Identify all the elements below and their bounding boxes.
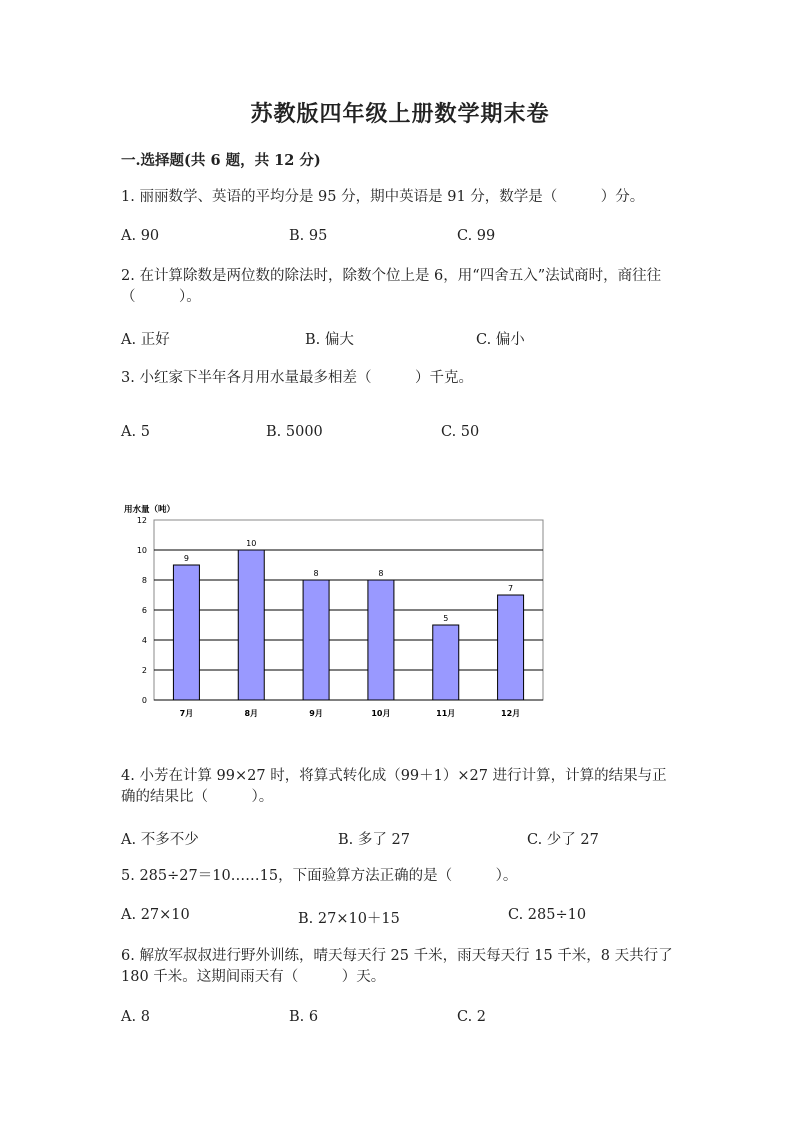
x-tick-label: 12月 [501, 709, 521, 718]
section-heading: 一.选择题(共 6 题，共 12 分) [121, 152, 321, 169]
x-tick-label: 8月 [244, 709, 259, 718]
y-tick-label: 2 [141, 666, 147, 675]
question-2-option-a[interactable]: A. 正好 [121, 332, 170, 348]
question-1-option-a[interactable]: A. 90 [121, 228, 160, 244]
question-3-option-b[interactable]: B. 5000 [266, 424, 323, 440]
data-label: 7 [508, 584, 514, 593]
question-3-stem: 3. 小红家下半年各月用水量最多相差（ ）千克。 [121, 370, 473, 386]
x-tick-label: 9月 [309, 709, 323, 718]
y-tick-label: 0 [141, 696, 147, 705]
page-title: 苏教版四年级上册数学期末卷 [250, 101, 550, 127]
y-tick-label: 8 [141, 576, 147, 585]
data-label: 10 [246, 539, 257, 548]
data-label: 9 [183, 554, 189, 563]
question-4-option-a[interactable]: A. 不多不少 [121, 832, 199, 848]
question-4-option-b[interactable]: B. 多了 27 [338, 832, 410, 848]
question-6-option-c[interactable]: C. 2 [457, 1009, 487, 1025]
bar [238, 550, 264, 700]
y-tick-label: 4 [141, 636, 147, 645]
x-tick-label: 10月 [371, 709, 391, 718]
data-label: 5 [443, 614, 449, 623]
question-1-option-c[interactable]: C. 99 [457, 228, 496, 244]
y-tick-label: 6 [141, 606, 147, 615]
bar [498, 595, 524, 700]
bar [173, 565, 199, 700]
question-5-option-b[interactable]: B. 27×10＋15 [298, 911, 400, 927]
bar [303, 580, 329, 700]
chart-ylabel: 用水量（吨） [124, 505, 176, 515]
bar [368, 580, 394, 700]
question-3-option-c[interactable]: C. 50 [441, 424, 480, 440]
question-4-stem: 4. 小芳在计算 99×27 时，将算式转化成（99＋1）×27 进行计算，计算的结果与正确的结果比（ ）。 [121, 768, 667, 805]
question-5-option-a[interactable]: A. 27×10 [121, 907, 190, 923]
question-1-stem: 1. 丽丽数学、英语的平均分是 95 分，期中英语是 91 分，数学是（ ）分。 [121, 189, 645, 205]
y-tick-label: 12 [136, 516, 147, 525]
question-4-option-c[interactable]: C. 少了 27 [527, 832, 599, 848]
question-2-option-c[interactable]: C. 偏小 [476, 332, 525, 348]
question-6-stem: 6. 解放军叔叔进行野外训练，晴天每天行 25 千米，雨天每天行 15 千米，8 天共行了 180 千米。这期间雨天有（ ）天。 [121, 948, 673, 985]
data-label: 8 [378, 569, 384, 578]
bar [433, 625, 459, 700]
question-5-option-c[interactable]: C. 285÷10 [508, 907, 587, 923]
y-tick-label: 10 [136, 546, 147, 555]
question-2-option-b[interactable]: B. 偏大 [305, 332, 354, 348]
data-label: 8 [313, 569, 319, 578]
x-tick-label: 7月 [179, 709, 194, 718]
question-6-option-a[interactable]: A. 8 [121, 1009, 150, 1025]
x-tick-label: 11月 [436, 709, 456, 718]
question-1-option-b[interactable]: B. 95 [289, 228, 328, 244]
question-2-stem: 2. 在计算除数是两位数的除法时，除数个位上是 6，用“四舍五入”法试商时，商往往（ ）。 [121, 268, 662, 305]
question-5-stem: 5. 285÷27＝10……15，下面验算方法正确的是（ ）。 [121, 868, 518, 884]
question-3-option-a[interactable]: A. 5 [121, 424, 150, 440]
water-usage-chart [118, 500, 558, 730]
question-6-option-b[interactable]: B. 6 [289, 1009, 319, 1025]
